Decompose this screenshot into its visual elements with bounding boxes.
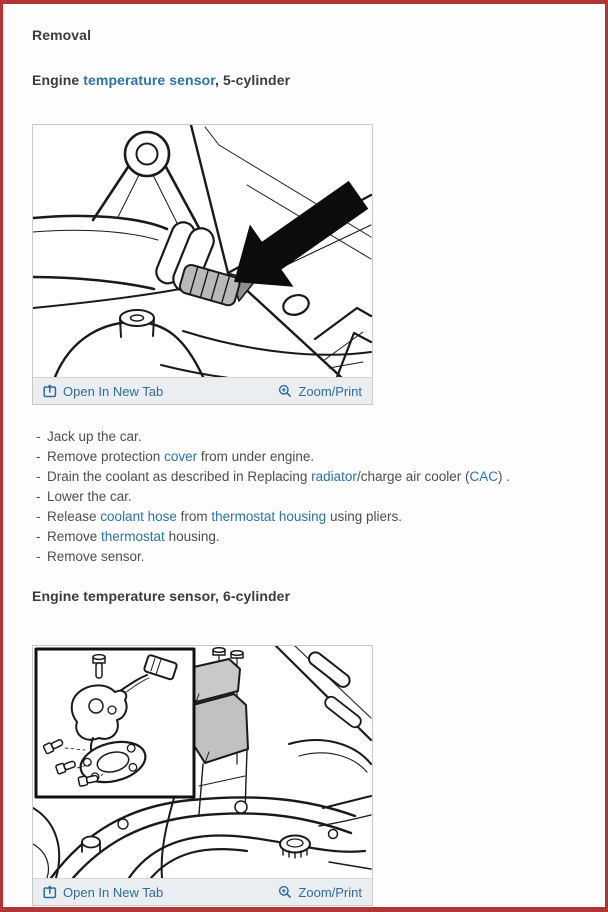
bullet-dash: - — [36, 469, 41, 484]
open-in-new-tab-icon — [43, 885, 57, 899]
figure-6-cylinder — [32, 645, 373, 906]
step-text — [47, 487, 132, 507]
zoom-print-label: Zoom/Print — [298, 884, 362, 900]
inline-link[interactable]: temperature sensor — [83, 72, 216, 88]
figure-5-cylinder — [32, 124, 373, 405]
step-text — [47, 527, 220, 547]
step-item — [36, 547, 605, 567]
open-in-new-tab-button[interactable] — [43, 885, 163, 900]
step-text — [47, 467, 510, 487]
text-segment: Lower the car. — [47, 489, 132, 504]
text-segment: ) . — [498, 469, 511, 484]
step-item — [36, 467, 605, 487]
text-segment: housing. — [164, 529, 220, 544]
magnifier-plus-icon — [278, 885, 292, 899]
text-segment: from under engine. — [197, 449, 315, 464]
step-text — [47, 547, 145, 567]
open-in-new-tab-label: Open In New Tab — [63, 884, 164, 900]
open-in-new-tab-icon — [43, 384, 57, 398]
illustration-6-cylinder — [33, 646, 372, 878]
technical-drawing-6-cylinder-icon — [33, 646, 372, 878]
inline-link[interactable]: cover — [164, 449, 198, 464]
step-item — [36, 427, 605, 447]
text-segment: Remove — [47, 529, 102, 544]
figure-toolbar — [33, 878, 372, 905]
text-segment: Jack up the car. — [47, 429, 142, 444]
text-segment: Remove protection — [47, 449, 165, 464]
removal-steps-list — [32, 427, 605, 567]
bullet-dash: - — [36, 489, 41, 504]
text-segment: , 5-cylinder — [215, 72, 291, 88]
text-segment: using pliers. — [326, 509, 402, 524]
text-segment: Drain the coolant as described in Replacing — [47, 469, 312, 484]
figure-toolbar — [33, 377, 372, 404]
zoom-print-button[interactable] — [278, 885, 362, 900]
text-segment: /charge air cooler ( — [356, 469, 470, 484]
open-in-new-tab-label: Open In New Tab — [63, 383, 164, 399]
step-item — [36, 527, 605, 547]
open-in-new-tab-button[interactable] — [43, 384, 163, 399]
inline-link[interactable]: thermostat — [101, 529, 165, 544]
text-segment: from — [176, 509, 212, 524]
inline-link[interactable]: CAC — [469, 469, 499, 484]
step-item — [36, 507, 605, 527]
zoom-print-label: Zoom/Print — [298, 383, 362, 399]
zoom-print-button[interactable] — [278, 384, 362, 399]
bullet-dash: - — [36, 549, 41, 564]
step-text — [47, 507, 402, 527]
bullet-dash: - — [36, 509, 41, 524]
technical-drawing-5-cylinder-icon — [33, 125, 372, 377]
heading-6-cylinder: Engine temperature sensor, 6-cylinder — [32, 588, 291, 604]
section-title-removal: Removal — [32, 27, 92, 43]
bullet-dash: - — [36, 429, 41, 444]
inline-link[interactable]: radiator — [311, 469, 357, 484]
bullet-dash: - — [36, 449, 41, 464]
inline-link[interactable]: coolant hose — [100, 509, 177, 524]
bullet-dash: - — [36, 529, 41, 544]
step-item — [36, 447, 605, 467]
step-item — [36, 487, 605, 507]
step-text — [47, 427, 142, 447]
illustration-5-cylinder — [33, 125, 372, 377]
magnifier-plus-icon — [278, 384, 292, 398]
text-segment: Remove sensor. — [47, 549, 145, 564]
inline-link[interactable]: thermostat housing — [211, 509, 327, 524]
text-segment: Release — [47, 509, 101, 524]
heading-5-cylinder — [32, 72, 605, 88]
text-segment: Engine — [32, 72, 84, 88]
step-text — [47, 447, 314, 467]
